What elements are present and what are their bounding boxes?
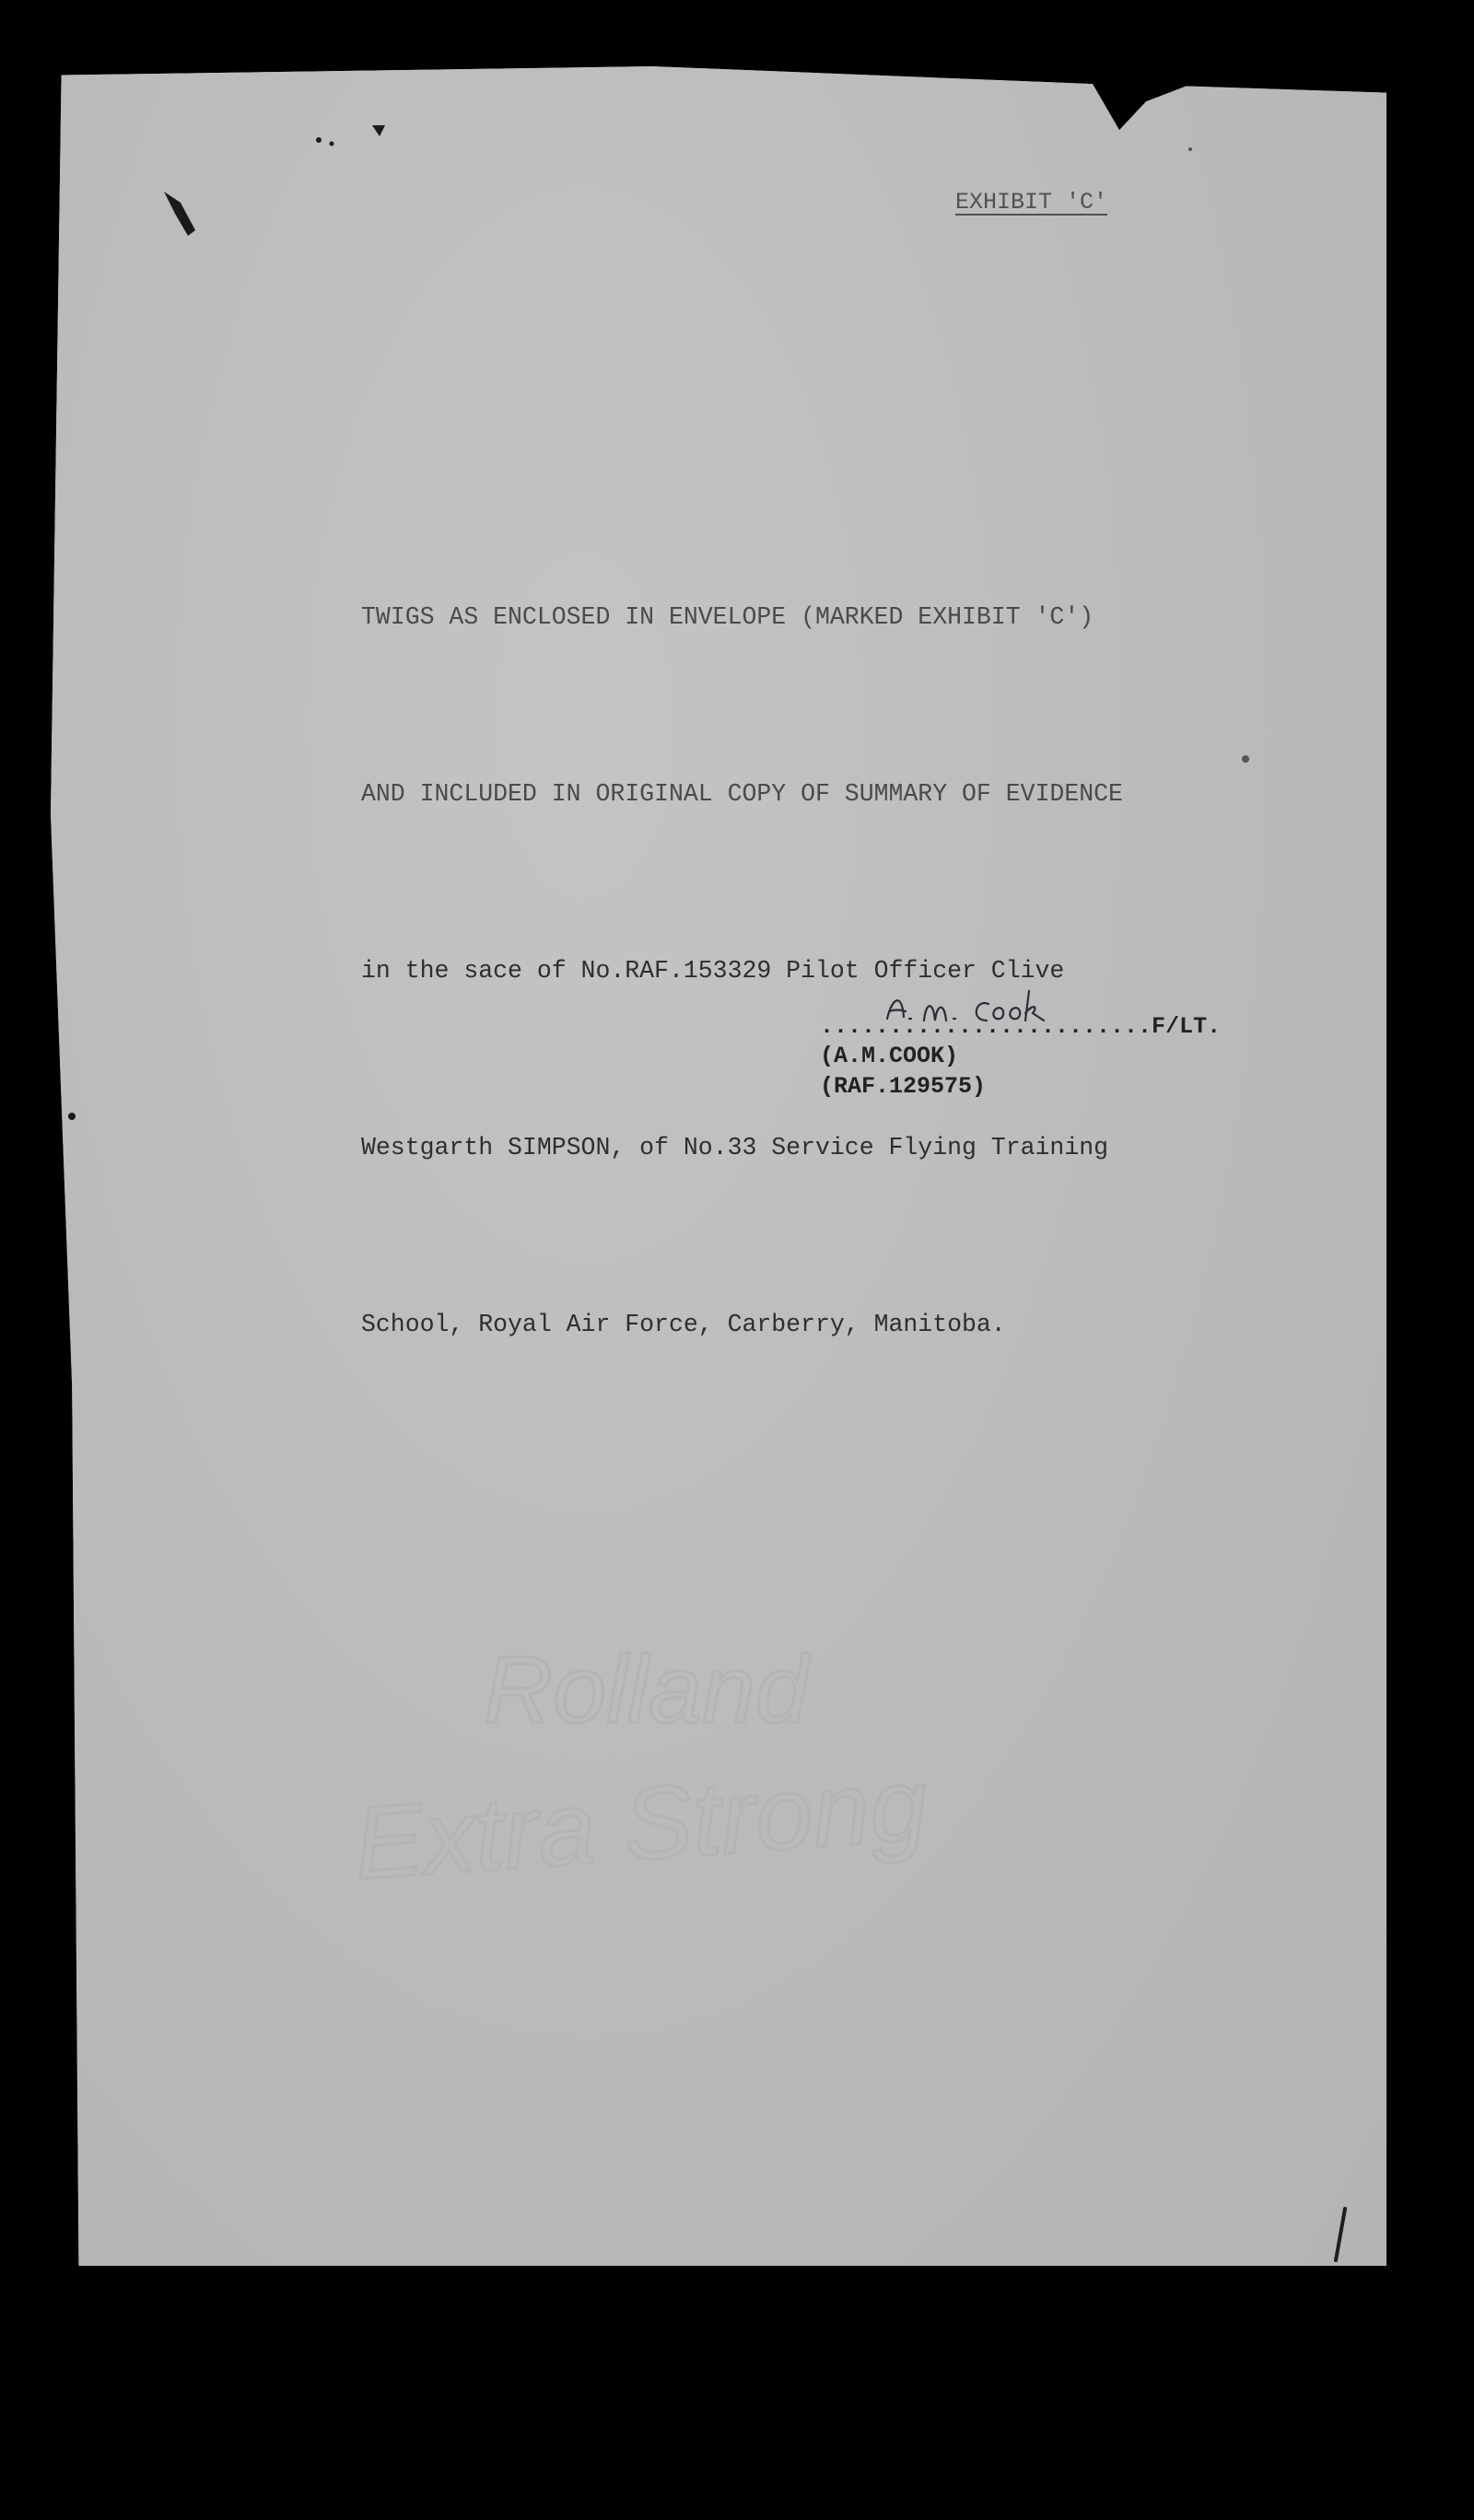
signatory-service-number: (RAF.129575) bbox=[820, 1073, 987, 1100]
signature-dotted-line: ........................F/LT. bbox=[820, 1013, 1222, 1040]
signatory-block bbox=[820, 1041, 986, 1102]
paper-watermark bbox=[345, 1621, 935, 1925]
body-line-1: TWIGS AS ENCLOSED IN ENVELOPE (MARKED EXHIBIT 'C') bbox=[361, 603, 1094, 631]
signatory-name: (A.M.COOK) bbox=[820, 1043, 959, 1069]
document-body bbox=[361, 470, 1123, 1472]
svg-text:Extra Strong: Extra Strong bbox=[350, 1745, 931, 1902]
body-line-5: School, Royal Air Force, Carberry, Manitoba. bbox=[361, 1311, 1006, 1338]
page-number-mark bbox=[1327, 2203, 1354, 2268]
exhibit-label: EXHIBIT 'C' bbox=[955, 189, 1108, 216]
svg-text:Rolland: Rolland bbox=[484, 1637, 809, 1744]
body-line-4: Westgarth SIMPSON, of No.33 Service Flying Training bbox=[361, 1134, 1109, 1161]
body-line-3: in the sace of No.RAF.153329 Pilot Officer Clive bbox=[361, 957, 1065, 985]
body-line-2: AND INCLUDED IN ORIGINAL COPY OF SUMMARY OF EVIDENCE bbox=[361, 780, 1123, 808]
